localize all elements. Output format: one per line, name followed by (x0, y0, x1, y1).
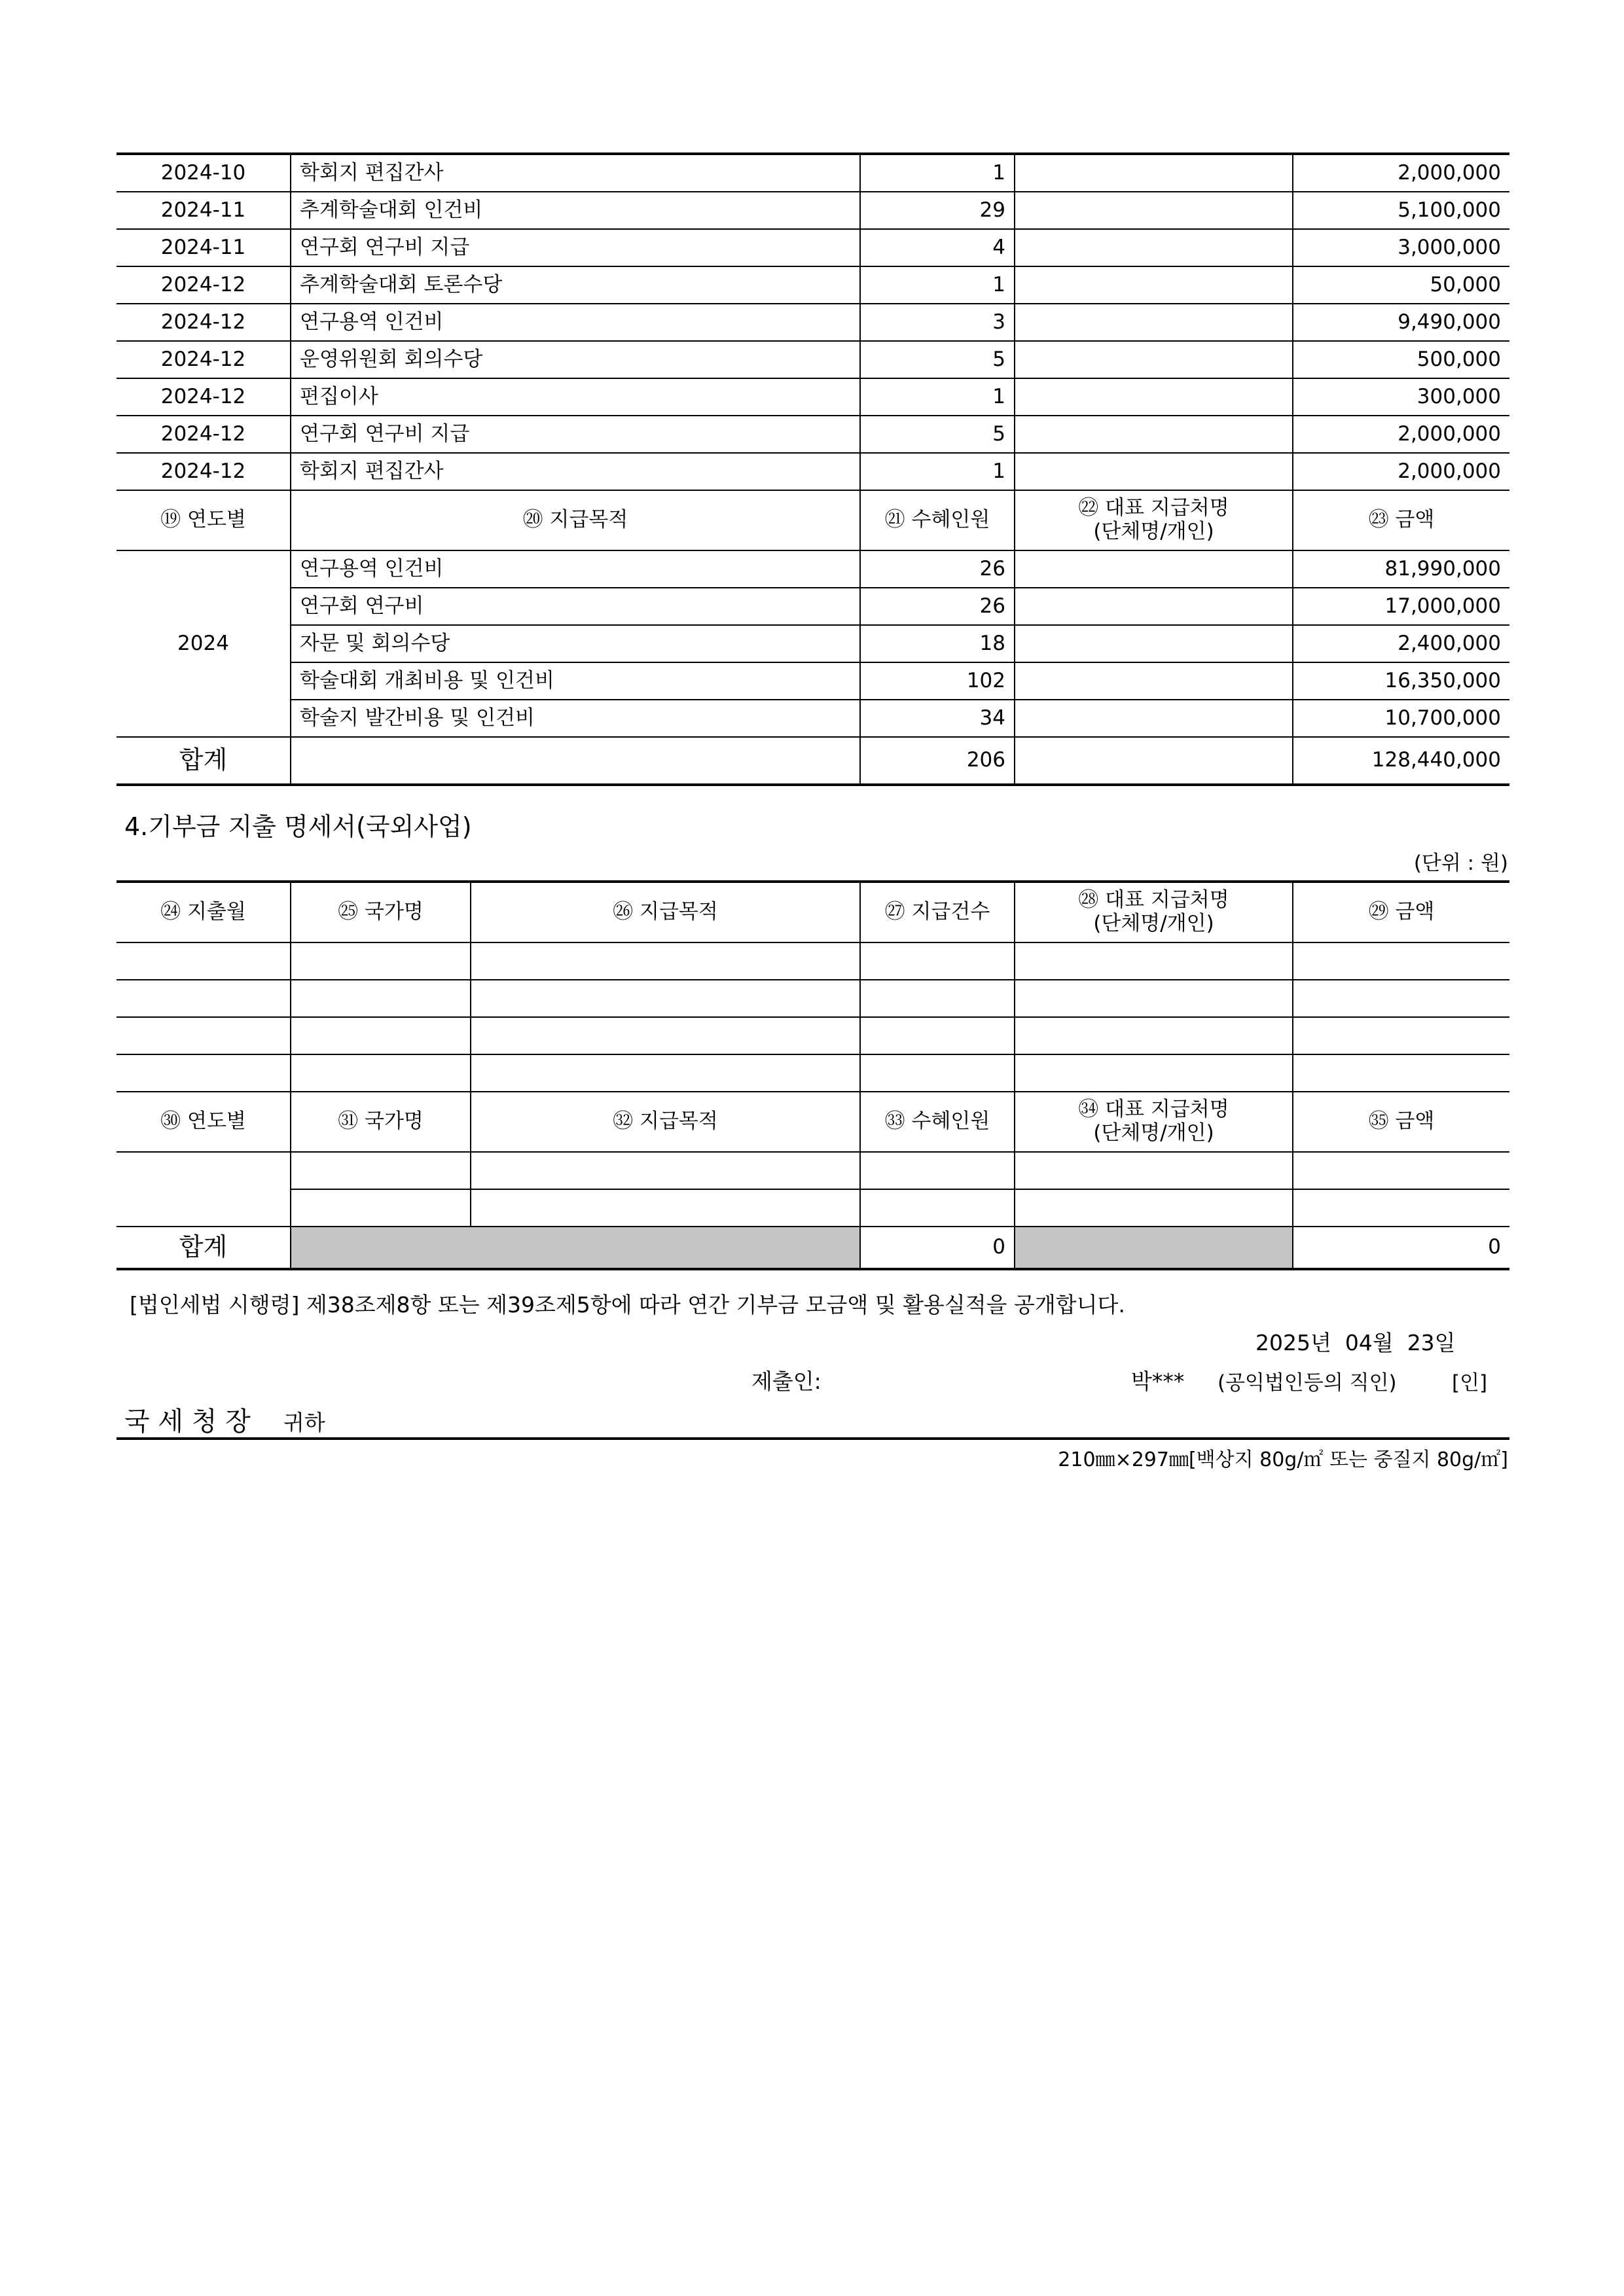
amount-cell: 81,990,000 (1293, 550, 1509, 588)
recipient-cell (1015, 154, 1293, 192)
purpose-cell: 추계학술대회 토론수당 (291, 266, 860, 304)
header-count: ㉗ 지급건수 (860, 882, 1015, 942)
foreign-total-row (117, 1227, 1509, 1269)
header-recipient-line2: (단체명/개인) (1093, 520, 1214, 543)
amount-cell: 16,350,000 (1293, 662, 1509, 700)
foreign-total-shaded-recipient (1015, 1227, 1293, 1269)
purpose-cell: 연구회 연구비 (291, 588, 860, 625)
purpose-cell: 편집이사 (291, 378, 860, 416)
foreign-yearly-row (117, 1152, 1509, 1189)
total-amount: 128,440,000 (1293, 737, 1509, 785)
table-row (117, 588, 1509, 625)
count-cell: 18 (860, 625, 1015, 662)
foreign-yearly-header-row (117, 1092, 1509, 1152)
addressee: 국 세 청 장 (124, 1407, 251, 1437)
count-cell: 1 (860, 453, 1015, 490)
purpose-cell: 추계학술대회 인건비 (291, 192, 860, 229)
foreign-total-shaded-cell (291, 1227, 860, 1269)
table-row (117, 550, 1509, 588)
foreign-monthly-row (117, 1017, 1509, 1054)
recipient-cell (1015, 588, 1293, 625)
count-cell: 5 (860, 341, 1015, 378)
header-purpose: ㉜ 지급목적 (471, 1092, 860, 1152)
seal-mark: [인] (1452, 1371, 1488, 1395)
submitter-name: 박*** (1131, 1369, 1185, 1394)
yearly-header-row (117, 490, 1509, 550)
foreign-yearly-row (117, 1189, 1509, 1227)
header-recipient (1015, 490, 1293, 550)
month-cell: 2024-12 (117, 453, 291, 490)
header-amount: ㉙ 금액 (1293, 882, 1509, 942)
amount-cell: 2,000,000 (1293, 154, 1509, 192)
table-row (117, 416, 1509, 453)
header-amount: ㉓ 금액 (1293, 490, 1509, 550)
yearly-rows (117, 550, 1509, 737)
month-cell: 2024-12 (117, 304, 291, 341)
month-cell: 2024-12 (117, 266, 291, 304)
unit-label: (단위 : 원) (1413, 852, 1508, 875)
amount-cell: 10,700,000 (1293, 700, 1509, 737)
table-row (117, 341, 1509, 378)
amount-cell: 17,000,000 (1293, 588, 1509, 625)
foreign-year-cell (117, 1152, 291, 1227)
purpose-cell: 연구회 연구비 지급 (291, 229, 860, 266)
header-recipient-line1: ㉞ 대표 지급처명 (1078, 1098, 1229, 1122)
section-title-foreign: 4.기부금 지출 명세서(국외사업) (124, 812, 472, 841)
total-purpose-cell (291, 737, 860, 785)
foreign-monthly-row (117, 980, 1509, 1017)
count-cell: 102 (860, 662, 1015, 700)
purpose-cell: 학회지 편집간사 (291, 453, 860, 490)
addressee-suffix: 귀하 (283, 1410, 325, 1435)
count-cell: 1 (860, 266, 1015, 304)
table-row (117, 453, 1509, 490)
recipient-cell (1015, 662, 1293, 700)
purpose-cell: 연구회 연구비 지급 (291, 416, 860, 453)
header-recipient-line1: ㉒ 대표 지급처명 (1078, 496, 1229, 520)
total-count: 206 (860, 737, 1015, 785)
amount-cell: 2,400,000 (1293, 625, 1509, 662)
month-cell: 2024-12 (117, 341, 291, 378)
foreign-monthly-row (117, 1054, 1509, 1092)
amount-cell: 2,000,000 (1293, 416, 1509, 453)
purpose-cell: 운영위원회 회의수당 (291, 341, 860, 378)
month-cell: 2024-12 (117, 378, 291, 416)
purpose-cell: 학술대회 개최비용 및 인건비 (291, 662, 860, 700)
recipient-cell (1015, 416, 1293, 453)
count-cell: 5 (860, 416, 1015, 453)
monthly-rows (117, 154, 1509, 490)
count-cell: 1 (860, 154, 1015, 192)
header-amount: ㉟ 금액 (1293, 1092, 1509, 1152)
purpose-cell: 자문 및 회의수당 (291, 625, 860, 662)
amount-cell: 9,490,000 (1293, 304, 1509, 341)
foreign-total-amount: 0 (1293, 1227, 1509, 1269)
foreign-total-count: 0 (860, 1227, 1015, 1269)
amount-cell: 300,000 (1293, 378, 1509, 416)
recipient-cell (1015, 192, 1293, 229)
recipient-cell (1015, 453, 1293, 490)
recipient-cell (1015, 341, 1293, 378)
expense-table-foreign (117, 880, 1509, 1270)
recipient-cell (1015, 304, 1293, 341)
header-recipient-line2: (단체명/개인) (1093, 912, 1214, 935)
header-purpose: ⑳ 지급목적 (291, 490, 860, 550)
month-cell: 2024-11 (117, 229, 291, 266)
recipient-cell (1015, 266, 1293, 304)
header-country: ㉛ 국가명 (291, 1092, 471, 1152)
month-cell: 2024-11 (117, 192, 291, 229)
total-label: 합계 (117, 737, 291, 785)
header-year: ⑲ 연도별 (117, 490, 291, 550)
amount-cell: 2,000,000 (1293, 453, 1509, 490)
purpose-cell: 학회지 편집간사 (291, 154, 860, 192)
count-cell: 4 (860, 229, 1015, 266)
purpose-cell: 연구용역 인건비 (291, 550, 860, 588)
expense-table-domestic (117, 152, 1509, 786)
table-row (117, 266, 1509, 304)
submitter-label: 제출인: (751, 1369, 821, 1394)
recipient-cell (1015, 550, 1293, 588)
recipient-cell (1015, 229, 1293, 266)
amount-cell: 5,100,000 (1293, 192, 1509, 229)
table-row (117, 192, 1509, 229)
count-cell: 3 (860, 304, 1015, 341)
year-cell: 2024 (117, 550, 291, 737)
count-cell: 29 (860, 192, 1015, 229)
header-beneficiaries: ㉝ 수혜인원 (860, 1092, 1015, 1152)
table-row (117, 625, 1509, 662)
purpose-cell: 연구용역 인건비 (291, 304, 860, 341)
recipient-cell (1015, 378, 1293, 416)
count-cell: 26 (860, 588, 1015, 625)
total-row (117, 737, 1509, 785)
total-recipient-cell (1015, 737, 1293, 785)
foreign-monthly-header-row (117, 882, 1509, 942)
paper-spec: 210㎜×297㎜[백상지 80g/㎡ 또는 중질지 80g/㎡] (1058, 1448, 1508, 1471)
table-row (117, 304, 1509, 341)
header-recipient-line2: (단체명/개인) (1093, 1121, 1214, 1145)
table-row (117, 154, 1509, 192)
header-recipient (1015, 1092, 1293, 1152)
count-cell: 26 (860, 550, 1015, 588)
purpose-cell: 학술지 발간비용 및 인건비 (291, 700, 860, 737)
header-beneficiaries: ㉑ 수혜인원 (860, 490, 1015, 550)
month-cell: 2024-10 (117, 154, 291, 192)
submission-date: 2025년 04월 23일 (1255, 1330, 1456, 1355)
month-cell: 2024-12 (117, 416, 291, 453)
header-month: ㉔ 지출월 (117, 882, 291, 942)
amount-cell: 3,000,000 (1293, 229, 1509, 266)
header-year: ㉚ 연도별 (117, 1092, 291, 1152)
legal-notice: [법인세법 시행령] 제38조제8항 또는 제39조제5항에 따라 연간 기부금 모금액 및 활용실적을 공개합니다. (130, 1292, 1125, 1318)
header-purpose: ㉖ 지급목적 (471, 882, 860, 942)
submitter-role: (공익법인등의 직인) (1218, 1371, 1397, 1395)
count-cell: 34 (860, 700, 1015, 737)
table-row (117, 378, 1509, 416)
table-row (117, 229, 1509, 266)
amount-cell: 50,000 (1293, 266, 1509, 304)
table-row (117, 662, 1509, 700)
foreign-total-label: 합계 (117, 1227, 291, 1269)
header-recipient-line1: ㉘ 대표 지급처명 (1078, 888, 1229, 912)
foreign-monthly-row (117, 942, 1509, 980)
header-recipient (1015, 882, 1293, 942)
header-country: ㉕ 국가명 (291, 882, 471, 942)
recipient-cell (1015, 625, 1293, 662)
count-cell: 1 (860, 378, 1015, 416)
table-row (117, 700, 1509, 737)
amount-cell: 500,000 (1293, 341, 1509, 378)
recipient-cell (1015, 700, 1293, 737)
footer-rule (117, 1437, 1509, 1440)
